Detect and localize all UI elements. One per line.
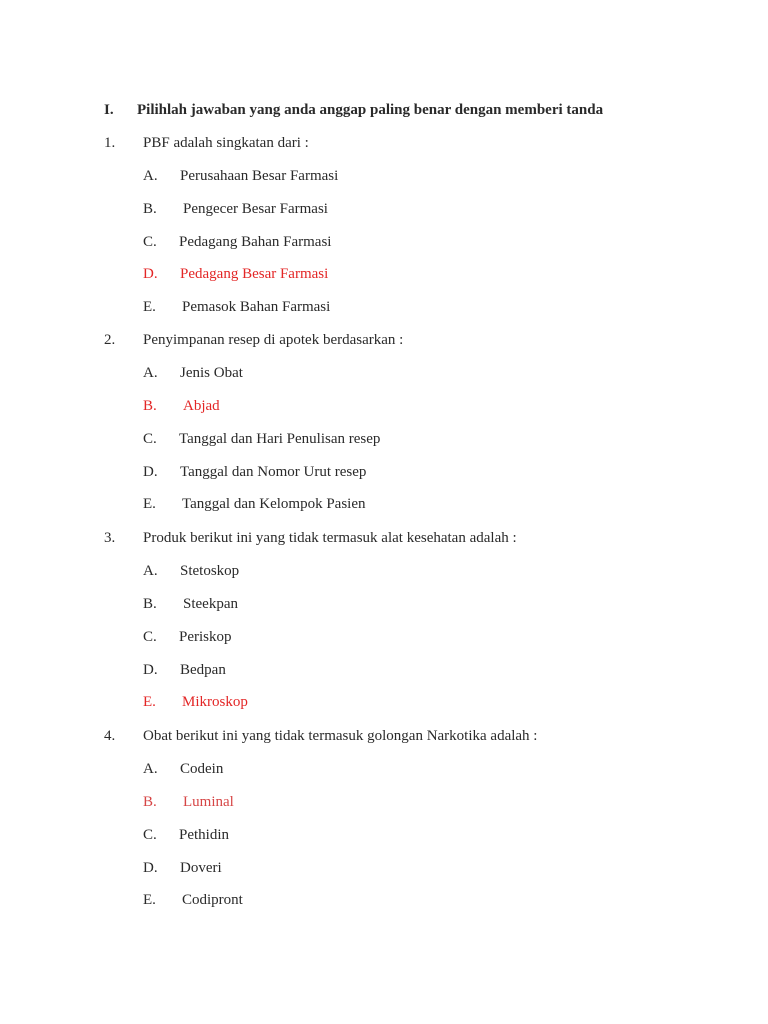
option-letter: C.	[143, 629, 157, 645]
option-letter: B.	[143, 201, 157, 217]
option-text: Codipront	[182, 892, 243, 908]
option-letter: C.	[143, 827, 157, 843]
option-text: Pethidin	[179, 827, 230, 843]
option-letter: B.	[143, 596, 157, 612]
option-letter: A.	[143, 761, 158, 777]
option-text: Pengecer Besar Farmasi	[183, 201, 328, 217]
question-text: Penyimpanan resep di apotek berdasarkan :	[143, 332, 404, 348]
question-number: 3.	[104, 530, 116, 546]
option-text: Jenis Obat	[180, 365, 243, 381]
option-letter: C.	[143, 234, 157, 250]
question-number: 1.	[104, 135, 116, 151]
option-letter: E.	[143, 892, 156, 908]
option-letter: A.	[143, 168, 158, 184]
section-number: I.	[104, 102, 114, 118]
option-text: Stetoskop	[180, 563, 240, 579]
option-text: Pemasok Bahan Farmasi	[182, 299, 331, 315]
option-text: Luminal	[183, 794, 234, 810]
option-text: Tanggal dan Hari Penulisan resep	[179, 431, 381, 447]
option-text: Abjad	[183, 398, 220, 414]
option-text: Codein	[180, 761, 224, 777]
question-number: 4.	[104, 728, 116, 744]
option-letter: C.	[143, 431, 157, 447]
option-letter: E.	[143, 299, 156, 315]
option-letter: D.	[143, 662, 158, 678]
instruction-text: Pilihlah jawaban yang anda anggap paling benar dengan memberi tanda	[137, 102, 604, 118]
option-text: Tanggal dan Nomor Urut resep	[180, 464, 367, 480]
option-text: Doveri	[180, 860, 222, 876]
option-letter: B.	[143, 794, 157, 810]
option-letter: D.	[143, 860, 158, 876]
option-letter: A.	[143, 365, 158, 381]
option-text: Perusahaan Besar Farmasi	[180, 168, 339, 184]
option-text: Pedagang Besar Farmasi	[180, 266, 329, 282]
option-text: Bedpan	[180, 662, 226, 678]
option-letter: E.	[143, 496, 156, 512]
option-text: Mikroskop	[182, 694, 248, 710]
option-letter: B.	[143, 398, 157, 414]
option-letter: E.	[143, 694, 156, 710]
option-letter: A.	[143, 563, 158, 579]
question-text: Produk berikut ini yang tidak termasuk alat kesehatan adalah :	[143, 530, 517, 546]
question-text: Obat berikut ini yang tidak termasuk golongan Narkotika adalah :	[143, 728, 538, 744]
option-letter: D.	[143, 266, 158, 282]
option-text: Steekpan	[183, 596, 238, 612]
option-text: Pedagang Bahan Farmasi	[179, 234, 332, 250]
option-text: Periskop	[179, 629, 232, 645]
question-number: 2.	[104, 332, 116, 348]
option-text: Tanggal dan Kelompok Pasien	[182, 496, 366, 512]
question-text: PBF adalah singkatan dari :	[143, 135, 309, 151]
option-letter: D.	[143, 464, 158, 480]
